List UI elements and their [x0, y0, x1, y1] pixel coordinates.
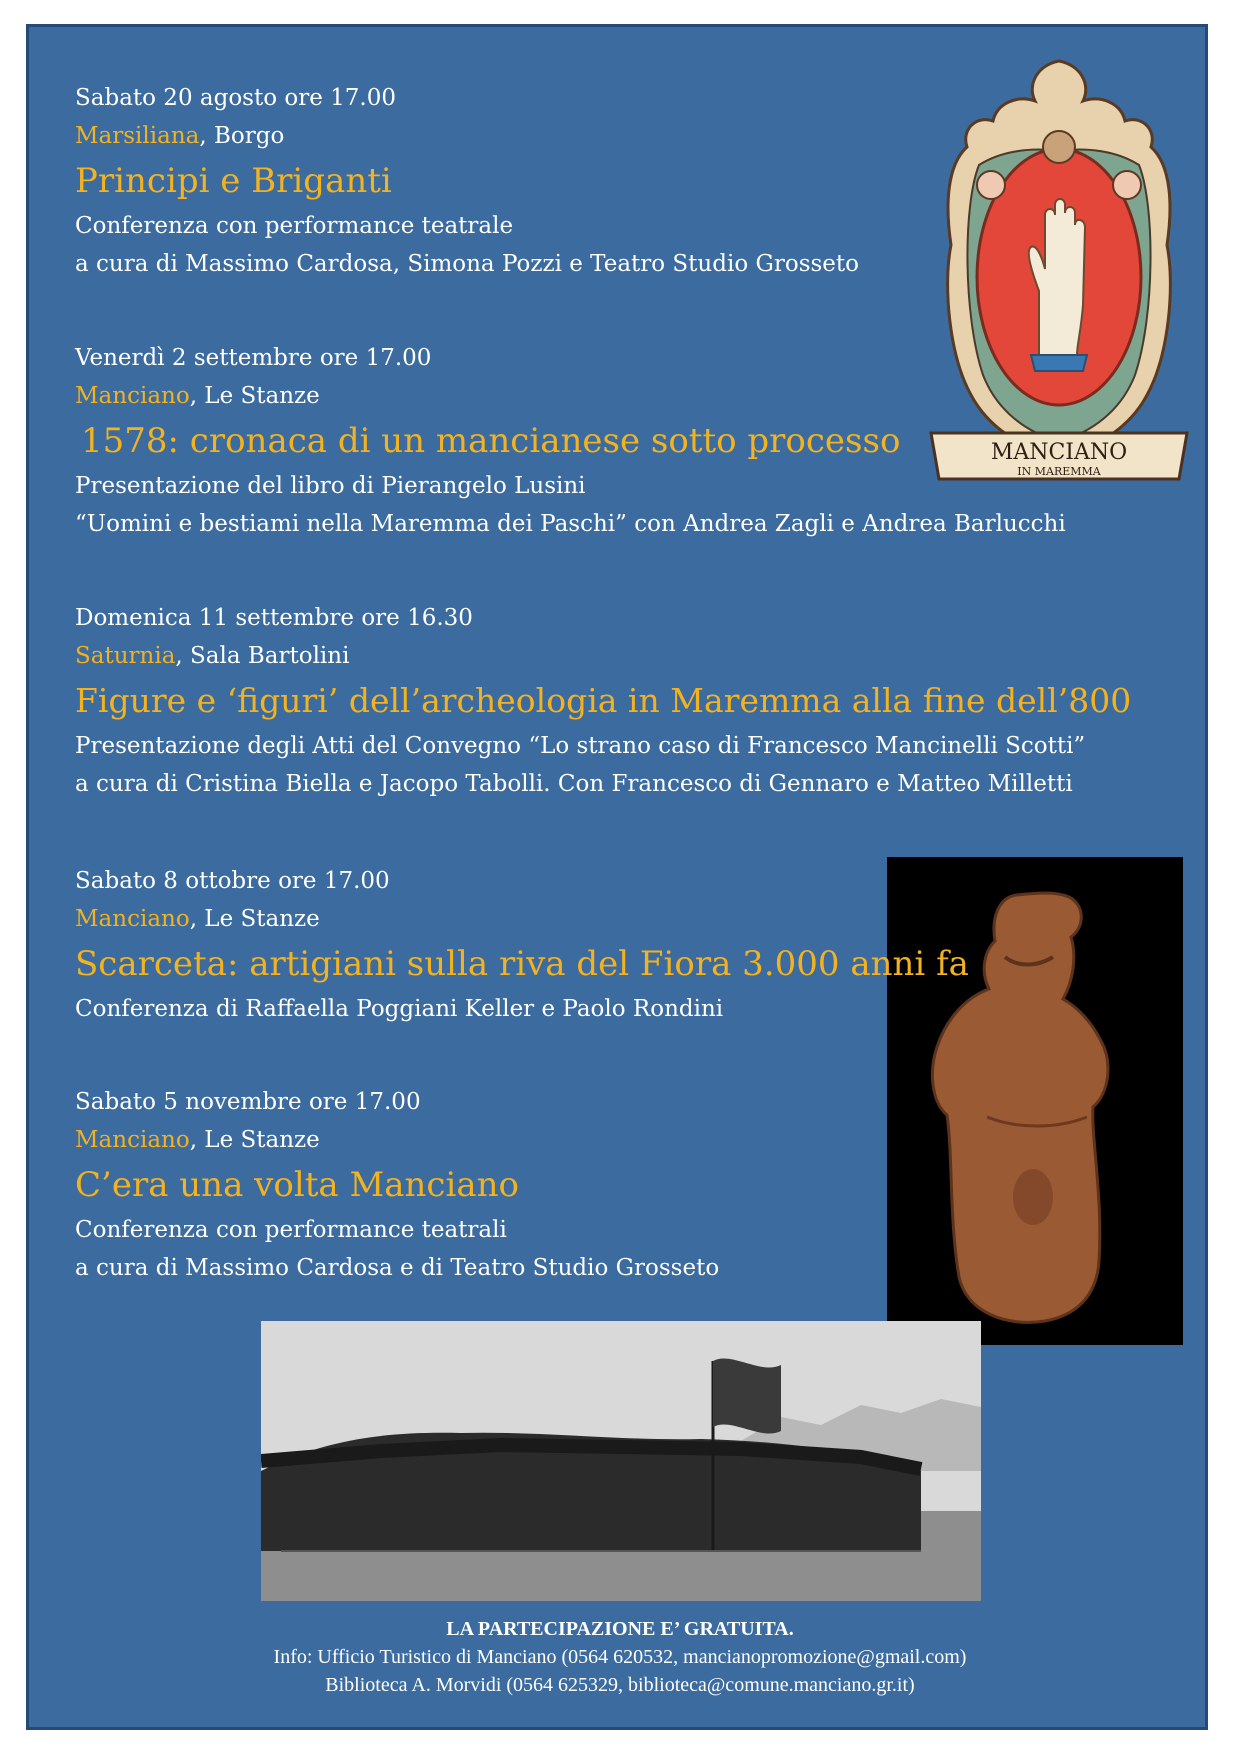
event-place: [75, 117, 859, 155]
event-venue: , Le Stanze: [189, 906, 320, 932]
crest-banner-line1: MANCIANO: [990, 440, 1128, 465]
event-5: [75, 1083, 719, 1287]
event-description-2: a cura di Cristina Biella e Jacopo Tabolli. Con Francesco di Gennaro e Matteo Milletti: [75, 771, 1073, 797]
event-title: Principi e Briganti: [75, 161, 392, 201]
event-title: 1578: cronaca di un mancianese sotto processo: [81, 421, 901, 461]
historic-march-photo: [261, 1321, 981, 1601]
event-description-1: Conferenza di Raffaella Poggiani Keller e Paolo Rondini: [75, 996, 724, 1022]
event-venue: , Sala Bartolini: [175, 643, 350, 669]
event-description-1: Presentazione degli Atti del Convegno “Lo strano caso di Francesco Mancinelli Scotti”: [75, 733, 1086, 759]
event-place: [75, 637, 1131, 675]
event-poster: [26, 24, 1208, 1730]
event-1: [75, 79, 859, 283]
event-2: [75, 339, 1066, 543]
marching-crowd-graphic: [261, 1321, 981, 1601]
event-date: Domenica 11 settembre ore 16.30: [75, 605, 473, 631]
event-description-2: a cura di Massimo Cardosa, Simona Pozzi e Teatro Studio Grosseto: [75, 251, 859, 277]
event-title: Figure e ‘figuri’ dell’archeologia in Maremma alla fine dell’800: [75, 681, 1132, 720]
event-3: [75, 599, 1131, 803]
event-date: Venerdì 2 settembre ore 17.00: [75, 345, 432, 371]
event-date: Sabato 20 agosto ore 17.00: [75, 85, 396, 111]
event-description-2: a cura di Massimo Cardosa e di Teatro Studio Grosseto: [75, 1255, 720, 1281]
event-venue: , Borgo: [199, 123, 285, 149]
event-date: Sabato 5 novembre ore 17.00: [75, 1089, 421, 1115]
event-title: Scarceta: artigiani sulla riva del Fiora 3.000 anni fa: [75, 944, 969, 984]
event-description-1: Conferenza con performance teatrale: [75, 213, 514, 239]
event-place: [75, 1121, 719, 1159]
crest-banner-line2: IN MAREMMA: [1017, 465, 1101, 478]
event-town: Manciano: [75, 1127, 190, 1153]
event-description-1: Conferenza con performance teatrali: [75, 1217, 507, 1243]
event-date: Sabato 8 ottobre ore 17.00: [75, 868, 390, 894]
event-description-2: “Uomini e bestiami nella Maremma dei Paschi” con Andrea Zagli e Andrea Barlucchi: [75, 511, 1066, 537]
event-town: Manciano: [75, 383, 190, 409]
event-town: Manciano: [75, 906, 190, 932]
event-venue: , Le Stanze: [189, 1127, 320, 1153]
event-4: [75, 862, 969, 1028]
event-town: Saturnia: [75, 643, 176, 669]
event-title: C’era una volta Manciano: [75, 1165, 519, 1205]
event-place: [75, 900, 969, 938]
event-place: [75, 377, 1066, 415]
event-description-1: Presentazione del libro di Pierangelo Lusini: [75, 473, 586, 499]
free-entry-notice: LA PARTECIPAZIONE E’ GRATUITA.: [446, 1618, 794, 1640]
library-line: Biblioteca A. Morvidi (0564 625329, biblioteca@comune.manciano.gr.it): [325, 1674, 915, 1696]
event-town: Marsiliana: [75, 123, 200, 149]
info-line: Info: Ufficio Turistico di Manciano (0564 620532, mancianopromozione@gmail.com): [273, 1646, 967, 1668]
event-venue: , Le Stanze: [189, 383, 320, 409]
